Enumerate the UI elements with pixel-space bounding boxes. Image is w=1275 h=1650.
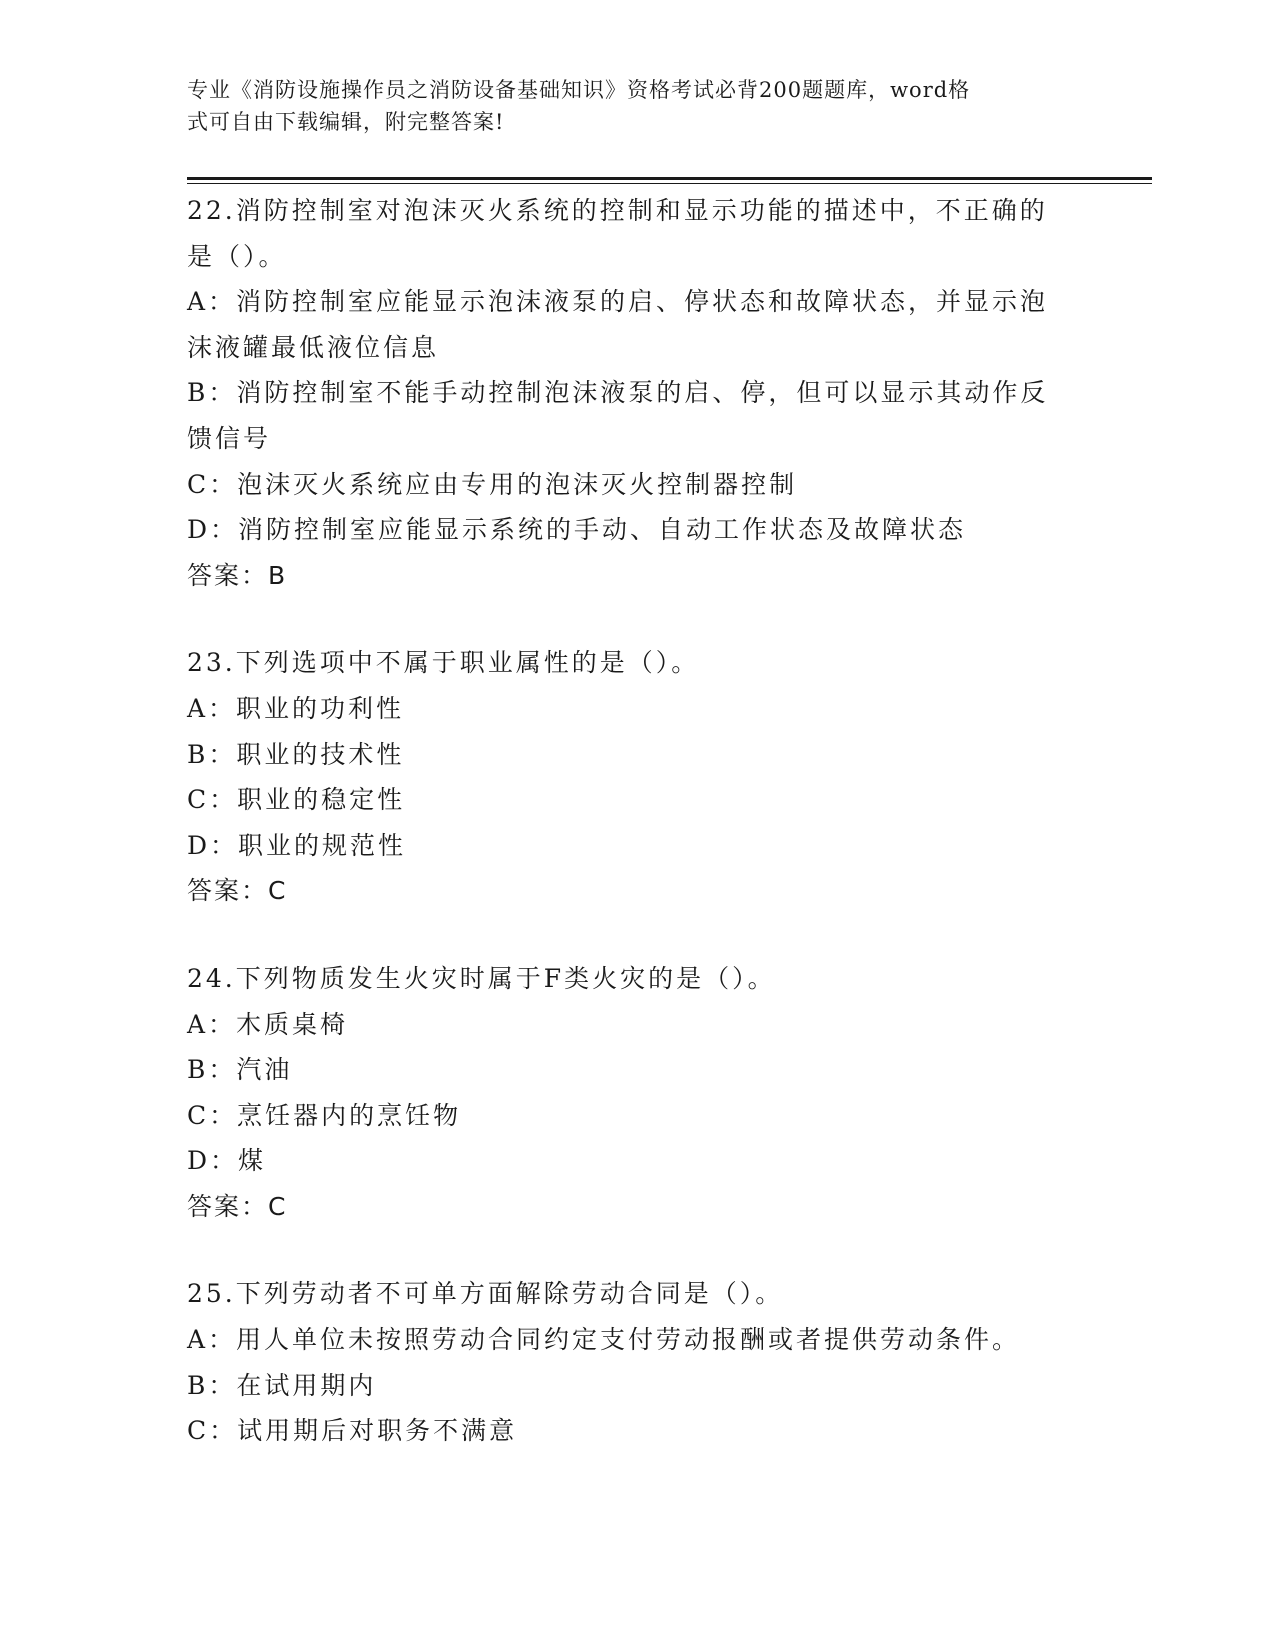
answer-label: 答案：C — [187, 1191, 288, 1221]
option-b: B：在试用期内 — [187, 1370, 377, 1400]
option-c: C：试用期后对职务不满意 — [187, 1416, 518, 1446]
question-stem-line: 24.下列物质发生火灾时属于F类火灾的是（）。 — [187, 963, 776, 993]
header-line-2: 式可自由下载编辑，附完整答案! — [187, 110, 505, 134]
option-d: D：煤 — [187, 1146, 267, 1176]
option-a: A：消防控制室应能显示泡沫液泵的启、停状态和故障状态，并显示泡 — [187, 287, 1049, 317]
option-a: A：用人单位未按照劳动合同约定支付劳动报酬或者提供劳动条件。 — [187, 1325, 1021, 1355]
option-c: C：职业的稳定性 — [187, 785, 406, 815]
question-spacer — [187, 598, 1077, 640]
question-stem-line: 25.下列劳动者不可单方面解除劳动合同是（）。 — [187, 1279, 784, 1309]
question-spacer — [187, 1229, 1077, 1271]
option-a: A：木质桌椅 — [187, 1009, 349, 1039]
option-d: D：消防控制室应能显示系统的手动、自动工作状态及故障状态 — [187, 515, 967, 545]
document-header — [187, 74, 1057, 138]
option-c: C：泡沫灭火系统应由专用的泡沫灭火控制器控制 — [187, 469, 798, 499]
option-a-continued: 沫液罐最低液位信息 — [187, 332, 440, 362]
question-24 — [187, 956, 1077, 1230]
header-line-1: 专业《消防设施操作员之消防设备基础知识》资格考试必背200题题库，word格 — [187, 78, 971, 102]
question-stem-line: 是（）。 — [187, 241, 287, 271]
header-divider-thick — [187, 177, 1152, 180]
answer-label: 答案：B — [187, 560, 288, 590]
question-25 — [187, 1271, 1077, 1453]
option-b: B：职业的技术性 — [187, 739, 405, 769]
option-b: B：汽油 — [187, 1055, 293, 1085]
option-b-continued: 馈信号 — [187, 423, 272, 453]
question-stem-line: 22.消防控制室对泡沫灭火系统的控制和显示功能的描述中，不正确的 — [187, 196, 1048, 225]
question-22 — [187, 188, 1077, 598]
option-b: B：消防控制室不能手动控制泡沫液泵的启、停，但可以显示其动作反 — [187, 378, 1049, 408]
question-stem-line: 23.下列选项中不属于职业属性的是（）。 — [187, 648, 700, 678]
header-divider-thin — [187, 183, 1152, 184]
question-23 — [187, 640, 1077, 914]
option-c: C：烹饪器内的烹饪物 — [187, 1100, 462, 1130]
option-a: A：职业的功利性 — [187, 693, 405, 723]
question-list — [187, 188, 1077, 1454]
question-spacer — [187, 914, 1077, 956]
answer-label: 答案：C — [187, 876, 288, 906]
option-d: D：职业的规范性 — [187, 830, 407, 860]
